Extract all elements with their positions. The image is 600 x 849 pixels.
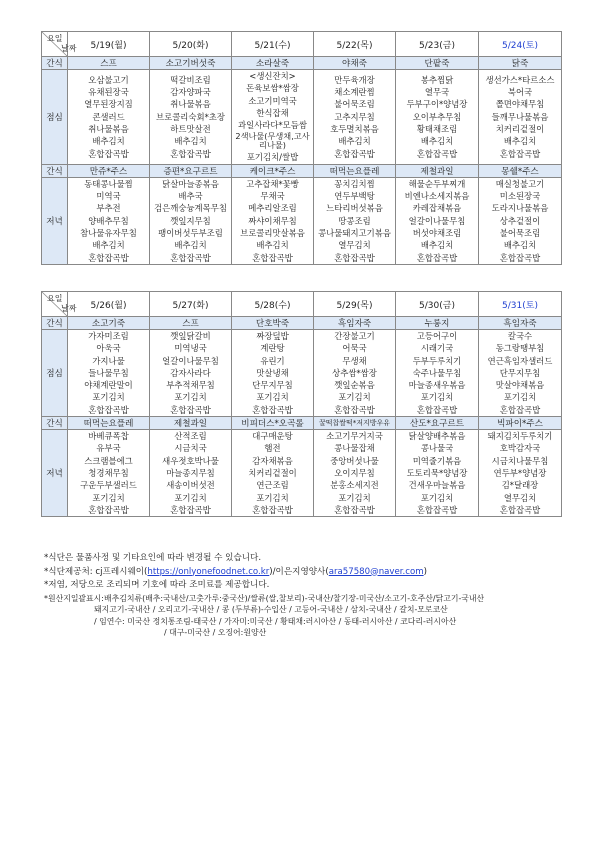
meal-cell xyxy=(396,430,479,517)
menu-item: 도라지나물볶음 xyxy=(491,203,549,214)
snack-cell: 제철과일 xyxy=(150,417,232,430)
menu-item: 상추쌈*쌈장 xyxy=(332,367,377,378)
menu-item: 유린기 xyxy=(260,355,285,366)
row-label: 간식 xyxy=(42,57,68,70)
snack-pm-row xyxy=(42,417,562,430)
note-provider-mid: )/이은지영양사( xyxy=(269,566,329,577)
meal-cell xyxy=(232,70,314,165)
snack-cell: 증편*요구르트 xyxy=(150,164,232,177)
menu-item: 콘샐러드 xyxy=(92,111,125,122)
menu-item: 돼지김치두루치기 xyxy=(487,431,553,442)
snack-cell: 꿀떡찹쌀떡*저지방우유 xyxy=(314,417,396,430)
menu-item: 배추김치 xyxy=(256,240,289,251)
menu-item: 시래기국 xyxy=(420,343,454,354)
menu-item: 감자양파국 xyxy=(170,87,211,98)
menu-item: 깻잎순볶음 xyxy=(334,380,375,391)
menu-item: 혼합잡곡밥 xyxy=(499,404,541,415)
menu-item: 혼합잡곡밥 xyxy=(499,148,541,159)
menu-item: 포기김치 xyxy=(420,392,454,403)
menu-item: 분홍소세지전 xyxy=(330,480,379,491)
menu-item: 취나물볶음 xyxy=(88,124,129,135)
menu-item: 과일사라다*모듬쌈 xyxy=(238,120,307,131)
menu-item: 혼합잡곡밥 xyxy=(499,504,541,515)
menu-item: 카레잡채볶음 xyxy=(412,203,462,214)
note-origin-line4: / 대구-미국산 / 오징어:원양산 xyxy=(164,628,267,637)
meal-cell xyxy=(150,430,232,517)
menu-item: 포기김치 xyxy=(256,392,289,403)
menu-item: 시금치국 xyxy=(174,443,207,454)
menu-item: 하트맛살전 xyxy=(170,124,211,135)
email-link[interactable]: ara57580@naver.com xyxy=(328,566,424,577)
date-header: 5/29(목) xyxy=(314,292,396,317)
date-header: 5/26(월) xyxy=(68,292,150,317)
meal-cell xyxy=(314,177,396,264)
menu-item: 포기김치 xyxy=(256,492,289,503)
menu-item: 배추김치 xyxy=(92,240,125,251)
snack-cell: 비피더스*오곡롤 xyxy=(232,417,314,430)
meal-cell xyxy=(150,330,232,417)
menu-item: 한식잡채 xyxy=(256,107,289,118)
menu-item: 연근흑임자샐러드 xyxy=(487,355,553,366)
meal-cell xyxy=(68,430,150,517)
menu-item: 참나물유자무침 xyxy=(80,227,137,238)
menu-item: 북어국 xyxy=(507,87,533,98)
menu-item: 구운두부샐러드 xyxy=(80,480,137,491)
menu-item: 혼합잡곡밥 xyxy=(88,504,129,515)
menu-item: 열무김치 xyxy=(338,240,371,251)
menu-item: 포기김치 xyxy=(338,392,371,403)
snack-cell: 몽쉘*주스 xyxy=(479,164,562,177)
menu-item: 혼합잡곡밥 xyxy=(334,404,375,415)
meal-cell xyxy=(232,430,314,517)
lunch-row xyxy=(42,70,562,165)
menu-item: 청경채무침 xyxy=(88,467,129,478)
menu-item: 취나물볶음 xyxy=(170,99,211,110)
row-label: 저녁 xyxy=(42,177,68,264)
menu-item: 치커리겉절이 xyxy=(495,124,545,135)
menu-item: 미역국 xyxy=(96,191,121,202)
menu-item: 열무김치 xyxy=(503,492,537,503)
meal-cell xyxy=(68,177,150,264)
menu-item: 얼갈이나물무침 xyxy=(162,355,219,366)
menu-item: 두부두루치기 xyxy=(412,355,462,366)
menu-item: 2색나물(무생채,고사리나물) xyxy=(235,131,310,151)
menu-item: 단무지무침 xyxy=(252,380,293,391)
corner-cell xyxy=(42,292,77,317)
corner-cell xyxy=(42,32,77,57)
date-header: 5/21(수) xyxy=(232,32,314,57)
menu-item: 감자채볶음 xyxy=(252,455,293,466)
menu-item: 포기김치 xyxy=(420,492,454,503)
snack-cell: 단호박죽 xyxy=(232,317,314,330)
note-origin-line2: 돼지고기-국내산 / 오리고기-국내산 / 콩 (두부류)-수입산 / 고등어-국내산 / 삼치-국내산 / 갈치-모로코산 xyxy=(94,605,448,614)
menu-item: 김*달래장 xyxy=(501,480,539,491)
menu-item: 배추김치 xyxy=(338,136,371,147)
date-header: 5/22(목) xyxy=(314,32,396,57)
menu-item: 동그랑땡부침 xyxy=(495,343,545,354)
menu-item: 고추지무침 xyxy=(334,111,375,122)
row-label: 점심 xyxy=(42,330,68,417)
meal-cell xyxy=(396,70,479,165)
menu-item: 도토리묵*양념장 xyxy=(406,467,468,478)
snack-cell: 야채죽 xyxy=(314,57,396,70)
meal-cell xyxy=(314,430,396,517)
snack-cell: 만쥬*주스 xyxy=(68,164,150,177)
menu-item: 얼갈이나물무침 xyxy=(408,215,466,226)
menu-item: 배추김치 xyxy=(503,136,537,147)
menu-item: 떡갈비조림 xyxy=(170,74,211,85)
menu-item: 깻잎지무침 xyxy=(170,215,211,226)
menu-item: 오이지무침 xyxy=(334,467,375,478)
menu-item: 포기김치 xyxy=(92,392,125,403)
menu-item: 팽이버섯두부조림 xyxy=(158,227,223,238)
menu-item: 야채계란말이 xyxy=(84,380,133,391)
menu-item: 채소계란찜 xyxy=(334,87,375,98)
menu-item: 혼합잡곡밥 xyxy=(416,504,458,515)
snack-pm-row xyxy=(42,164,562,177)
menu-item: 쫄면야채무침 xyxy=(495,99,545,110)
menu-item: 배추김치 xyxy=(174,136,207,147)
snack-cell: 소고기버섯죽 xyxy=(150,57,232,70)
menu-item: 열무된장지짐 xyxy=(84,99,133,110)
note-provider-prefix: *식단제공처: cj프레시웨이( xyxy=(44,566,148,577)
meal-cell xyxy=(150,70,232,165)
menu-item: 포기김치 xyxy=(174,392,207,403)
corner-date-label: 날짜 xyxy=(61,304,77,313)
menu-item: 오삼불고기 xyxy=(88,74,129,85)
corner-day-label: 요일 xyxy=(47,34,63,43)
menu-item: 혼합잡곡밥 xyxy=(499,252,541,263)
menu-item: 단무지무침 xyxy=(499,367,541,378)
meal-cell xyxy=(479,177,562,264)
menu-item: 혼합잡곡밥 xyxy=(416,148,458,159)
menu-item: 땅콩조림 xyxy=(338,215,371,226)
meal-cell xyxy=(68,70,150,165)
snack-cell: 스프 xyxy=(68,57,150,70)
menu-item: 포기김치 xyxy=(503,392,537,403)
menu-item: 혼합잡곡밥 xyxy=(88,148,129,159)
menu-item: 포기김치 xyxy=(174,492,207,503)
menu-item: 배추김치 xyxy=(92,136,125,147)
row-label: 간식 xyxy=(42,417,68,430)
meal-cell xyxy=(150,177,232,264)
date-header: 5/20(화) xyxy=(150,32,232,57)
menu-item: 아욱국 xyxy=(96,343,121,354)
meal-cell xyxy=(479,430,562,517)
menu-item: 마늘종새우볶음 xyxy=(408,380,466,391)
menu-item: 오이부추무침 xyxy=(412,111,462,122)
menu-item: 돈육보쌈*쌈장 xyxy=(246,83,299,94)
menu-item: 불어묵조림 xyxy=(334,99,375,110)
snack-cell: 단팥죽 xyxy=(396,57,479,70)
row-label: 간식 xyxy=(42,317,68,330)
menu-item: 불어묵조림 xyxy=(499,227,541,238)
notes-section xyxy=(44,552,584,639)
menu-item: 햄전 xyxy=(264,443,281,454)
lunch-row xyxy=(42,330,562,417)
date-header: 5/27(화) xyxy=(150,292,232,317)
menu-item: 열무국 xyxy=(424,87,450,98)
menu-item: 시금치나물무침 xyxy=(491,455,549,466)
dinner-row xyxy=(42,430,562,517)
menu-item: 칼국수 xyxy=(507,331,533,341)
menu-item: 브로콜리숙회*초장 xyxy=(156,111,225,122)
menu-item: 짜장덮밥 xyxy=(256,331,289,341)
menu-item: 들깨무나물볶음 xyxy=(491,111,549,122)
menu-item: 포기김치 xyxy=(338,492,371,503)
snack-cell: 닭죽 xyxy=(479,57,562,70)
meal-cell xyxy=(396,330,479,417)
menu-item: 무생채 xyxy=(342,355,367,366)
note-low-salt: *저염, 저당으로 조리되며 기호에 따라 조미료를 제공합니다. xyxy=(44,580,270,590)
menu-item: 대구매운탕 xyxy=(252,431,293,442)
meal-cell xyxy=(314,70,396,165)
snack-cell: 케이크*주스 xyxy=(232,164,314,177)
row-label: 저녁 xyxy=(42,430,68,517)
menu-item: 어묵국 xyxy=(342,343,367,354)
menu-item: 봉추찜닭 xyxy=(420,74,454,85)
meal-cell xyxy=(479,330,562,417)
note-origin: *원산지일괄표시:배추김치류(배추:국내산/고춧가루:중국산)/쌀류(쌀,찰보리)-국내산/찰기장-미국산/소고기-호주산/닭고기-국내산 xyxy=(44,593,485,603)
menu-item: 소고기무거지국 xyxy=(326,431,383,442)
menu-item: 배추김치 xyxy=(420,240,454,251)
menu-item: 산적조림 xyxy=(174,431,207,442)
meal-cell xyxy=(396,177,479,264)
menu-item: 꽁치김치찜 xyxy=(334,178,375,189)
week2-menu-table xyxy=(41,291,562,517)
menu-item: 만두육개장 xyxy=(334,74,375,85)
menu-item: 맛살야채볶음 xyxy=(495,380,545,391)
menu-item: 계란탕 xyxy=(260,343,285,354)
menu-item: 소고기미역국 xyxy=(248,95,297,106)
menu-item: 혼합잡곡밥 xyxy=(252,404,293,415)
note-change: *식단은 물품사정 및 기타요인에 따라 변경될 수 있습니다. xyxy=(44,553,262,563)
menu-item: 유채된장국 xyxy=(88,87,129,98)
menu-item: 연두부*양념장 xyxy=(493,467,547,478)
menu-item: 무채국 xyxy=(260,191,285,202)
menu-item: 새송이버섯전 xyxy=(166,480,215,491)
menu-item: 포기김치 xyxy=(92,492,125,503)
date-header-saturday: 5/31(토) xyxy=(479,292,562,317)
menu-item: 숙주나물무침 xyxy=(412,367,462,378)
menu-item: 혼합잡곡밥 xyxy=(416,252,458,263)
snack-am-row xyxy=(42,317,562,330)
menu-item: 스크램블에그 xyxy=(84,455,133,466)
menu-item: 콩나물국 xyxy=(420,443,454,454)
menu-item: 중앙버섯나물 xyxy=(330,455,379,466)
snack-cell: 떠먹는요플레 xyxy=(68,417,150,430)
menu-item: 황태채조림 xyxy=(416,124,458,135)
menu-item: 깻잎닭갈비 xyxy=(170,331,211,341)
snack-cell: 흑임자죽 xyxy=(314,317,396,330)
menu-item: 혼합잡곡밥 xyxy=(170,504,211,515)
menu-item: 부추적채무침 xyxy=(166,380,215,391)
menu-item: 새우젓호박나물 xyxy=(162,455,219,466)
menu-item: 브로콜리맛살볶음 xyxy=(240,227,305,238)
date-header: 5/30(금) xyxy=(396,292,479,317)
snack-cell: 누룽지 xyxy=(396,317,479,330)
menu-item: 두부구이*양념장 xyxy=(406,99,468,110)
menu-item: 건새우마늘볶음 xyxy=(408,480,466,491)
snack-cell: 제철과일 xyxy=(396,164,479,177)
date-header: 5/23(금) xyxy=(396,32,479,57)
meal-cell xyxy=(479,70,562,165)
menu-item: 닭살양배추볶음 xyxy=(408,431,466,442)
snack-cell: 떠먹는요플레 xyxy=(314,164,396,177)
menu-item: 고등어구이 xyxy=(416,331,458,341)
note-origin-line3: / 임연수: 미국산 정치통조림-태국산 / 가자미:미국산 / 황태채:러시아산 / 동태-러시아산 / 코다리-러시아산 xyxy=(94,616,457,626)
week1-menu-table xyxy=(41,31,562,265)
menu-item: 혼합잡곡밥 xyxy=(170,404,211,415)
date-header: 5/19(월) xyxy=(68,32,150,57)
menu-item: 바베큐폭찹 xyxy=(88,431,129,442)
menu-item: 포기김치/쌀밥 xyxy=(246,152,299,163)
date-header: 5/28(수) xyxy=(232,292,314,317)
snack-cell: 소라살죽 xyxy=(232,57,314,70)
meal-cell xyxy=(314,330,396,417)
note-provider-suffix: ) xyxy=(423,566,427,577)
menu-item: 치커리겉절이 xyxy=(248,467,297,478)
menu-item: 콩나물돼지고기볶음 xyxy=(318,227,391,238)
menu-item: 가지나물 xyxy=(92,355,125,366)
menu-item: 간장불고기 xyxy=(334,331,375,341)
menu-item: 부추전 xyxy=(96,203,121,214)
menu-item: 혼합잡곡밥 xyxy=(170,148,211,159)
snack-cell: 스프 xyxy=(150,317,232,330)
menu-item: <생신잔치> xyxy=(249,71,296,81)
snack-cell: 소고기죽 xyxy=(68,317,150,330)
menu-item: 호박감자국 xyxy=(499,443,541,454)
menu-item: 혼합잡곡밥 xyxy=(334,148,375,159)
menu-item: 마늘종지무침 xyxy=(166,467,215,478)
menu-item: 버섯야채조림 xyxy=(412,227,462,238)
menu-item: 혼합잡곡밥 xyxy=(416,404,458,415)
menu-item: 혼합잡곡밥 xyxy=(252,252,293,263)
row-label: 간식 xyxy=(42,164,68,177)
header-row xyxy=(42,292,562,317)
menu-item: 비엔나소세지볶음 xyxy=(404,191,470,202)
provider-link[interactable]: https://onlyonefoodnet.co.kr xyxy=(147,566,270,577)
menu-item: 혼합잡곡밥 xyxy=(170,252,211,263)
snack-cell: 빅파이*주스 xyxy=(479,417,562,430)
menu-item: 해물순두부찌개 xyxy=(408,178,466,189)
menu-item: 콩나물잡채 xyxy=(334,443,375,454)
menu-item: 동태콩나물찜 xyxy=(84,178,133,189)
header-row xyxy=(42,32,562,57)
menu-item: 미소된장국 xyxy=(499,191,541,202)
menu-item: 미역줄기볶음 xyxy=(412,455,462,466)
menu-item: 메추리알조림 xyxy=(248,203,297,214)
menu-item: 미역냉국 xyxy=(174,343,207,354)
menu-item: 맛살냉채 xyxy=(256,367,289,378)
menu-item: 혼합잡곡밥 xyxy=(88,404,129,415)
menu-item: 혼합잡곡밥 xyxy=(334,252,375,263)
snack-cell: 산도*요구르트 xyxy=(396,417,479,430)
menu-item: 배추김치 xyxy=(174,240,207,251)
corner-date-label: 날짜 xyxy=(61,44,77,53)
snack-am-row xyxy=(42,57,562,70)
note-provider xyxy=(44,566,584,580)
menu-item: 감자사라다 xyxy=(170,367,211,378)
menu-item: 배추김치 xyxy=(420,136,454,147)
meal-cell xyxy=(232,330,314,417)
menu-item: 느타리버섯볶음 xyxy=(326,203,383,214)
menu-item: 양배추무침 xyxy=(88,215,129,226)
snack-cell: 흑임자죽 xyxy=(479,317,562,330)
menu-item: 고추잡채*꽃빵 xyxy=(246,178,299,189)
menu-item: 혼합잡곡밥 xyxy=(334,504,375,515)
dinner-row xyxy=(42,177,562,264)
menu-item: 들나물무침 xyxy=(88,367,129,378)
menu-item: 호두멸치볶음 xyxy=(330,124,379,135)
menu-item: 검은깨숭늉계목무침 xyxy=(154,203,227,214)
meal-cell xyxy=(68,330,150,417)
menu-item: 혼합잡곡밥 xyxy=(88,252,129,263)
menu-item: 혼합잡곡밥 xyxy=(252,504,293,515)
row-label: 점심 xyxy=(42,70,68,165)
date-header-saturday: 5/24(토) xyxy=(479,32,562,57)
menu-item: 배추국 xyxy=(178,191,203,202)
menu-item: 상추겉절이 xyxy=(499,215,541,226)
menu-item: 짜샤이채무침 xyxy=(248,215,297,226)
menu-item: 닭살마늘종볶음 xyxy=(162,178,219,189)
menu-item: 연근조림 xyxy=(256,480,289,491)
menu-item: 가자미조림 xyxy=(88,331,129,341)
menu-item: 배추김치 xyxy=(503,240,537,251)
menu-item: 매실청불고기 xyxy=(495,178,545,189)
menu-item: 유부국 xyxy=(96,443,121,454)
corner-day-label: 요일 xyxy=(47,294,63,303)
meal-cell xyxy=(232,177,314,264)
menu-item: 생선가스*타르소스 xyxy=(485,74,555,85)
menu-item: 연두부백탕 xyxy=(334,191,375,202)
